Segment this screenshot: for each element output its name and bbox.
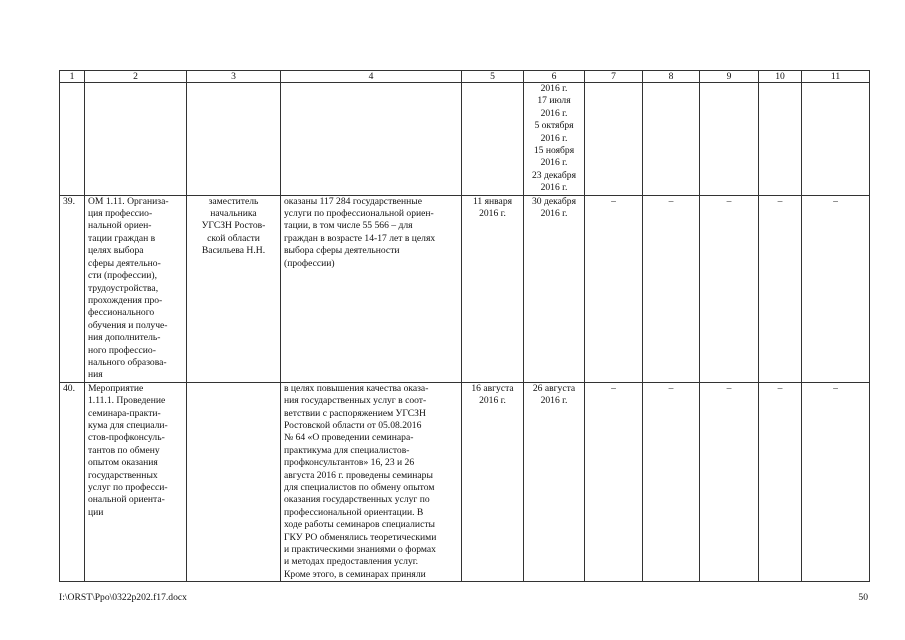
cell-col4	[281, 382, 462, 582]
text-line: и методах предоставления услуг.	[284, 556, 419, 568]
text-line: УГСЗН Ростов-	[201, 220, 266, 232]
text-line: Кроме этого, в семинарах приняли	[284, 568, 426, 580]
text-line: услуг по професси-	[88, 482, 168, 493]
text-line: ветствии с распоряжением УГСЗН	[284, 407, 426, 419]
cell-col3	[187, 195, 281, 382]
text-line: (профессии)	[284, 257, 335, 269]
text-line: 17 июля	[537, 95, 571, 107]
header-row	[60, 71, 870, 83]
text-line: 1.11.1. Проведение	[88, 395, 166, 407]
text-line: нальной ориен-	[88, 220, 152, 232]
text-line: оказания государственных услуг по	[284, 494, 430, 506]
text-line: ции	[88, 506, 104, 518]
text-line: фессионального	[88, 307, 155, 319]
footer-page-number: 50	[858, 592, 868, 603]
text-line: граждан в возрасте 14-17 лет в целях	[284, 232, 436, 244]
text-line: опытом оказания	[88, 457, 158, 469]
cell-col11: –	[802, 382, 870, 582]
text-line: практикума для специалистов-	[284, 444, 410, 456]
cell-col8: –	[643, 195, 700, 382]
cell-col9	[700, 83, 759, 196]
text-line: государственных	[88, 469, 158, 481]
cell-col4	[281, 83, 462, 196]
text-line: ской области	[207, 232, 260, 244]
text-line: начальника	[210, 208, 257, 220]
header-cell: 9	[700, 71, 759, 83]
text-line: Васильева Н.Н.	[201, 245, 266, 257]
cell-col2	[85, 382, 187, 582]
text-line: тантов по обмену	[88, 444, 160, 456]
cell-col7: –	[585, 382, 643, 582]
text-line: 2016 г.	[479, 208, 506, 220]
text-line: 2016 г.	[540, 157, 568, 169]
cell-num	[60, 83, 85, 196]
text-line: 2016 г.	[479, 395, 506, 407]
text-line: стов-профконсуль-	[88, 432, 165, 444]
text-line: 2016 г.	[540, 182, 568, 194]
cell-col6	[524, 382, 585, 582]
text-line: 15 ноября	[533, 145, 575, 157]
text-line: ния	[88, 369, 103, 381]
table-row-continuation	[60, 83, 870, 196]
text-line: ГКУ РО обменялись теоретическими	[284, 531, 437, 543]
header-cell: 1	[60, 71, 85, 83]
cell-col8	[643, 83, 700, 196]
text-line: ния дополнитель-	[88, 332, 161, 344]
text-line: сти (профессии),	[88, 270, 157, 282]
cell-col4	[281, 195, 462, 382]
text-line: № 64 «О проведении семинара-	[284, 432, 414, 444]
header-cell: 3	[187, 71, 281, 83]
text-line: ция профессио-	[88, 208, 153, 220]
text-line: выбора сферы деятельности	[284, 245, 400, 257]
text-line: Мероприятие	[88, 382, 144, 394]
text-line: сферы деятельно-	[88, 257, 161, 269]
header-cell: 2	[85, 71, 187, 83]
text-line: 2016 г.	[540, 208, 568, 220]
cell-col6	[524, 83, 585, 196]
text-line: 26 августа	[532, 382, 576, 394]
header-cell: 11	[802, 71, 870, 83]
table-row-39	[60, 195, 870, 382]
header-cell: 7	[585, 71, 643, 83]
cell-col11: –	[802, 195, 870, 382]
text-line: семинара-практи-	[88, 407, 161, 419]
cell-col3	[187, 382, 281, 582]
text-line: 5 октября	[534, 120, 574, 132]
cell-col3	[187, 83, 281, 196]
cell-num: 40.	[60, 382, 85, 582]
text-line: 30 декабря	[532, 195, 576, 207]
cell-col7	[585, 83, 643, 196]
footer-file-path: I:\ORST\Ppo\0322p202.f17.docx	[59, 592, 187, 603]
header-cell: 10	[759, 71, 802, 83]
text-line: заместитель	[208, 195, 259, 207]
header-cell: 4	[281, 71, 462, 83]
text-line: услуги по профессиональной ориен-	[284, 208, 434, 220]
cell-col5	[462, 382, 524, 582]
text-line: Ростовской области от 05.08.2016	[284, 419, 422, 431]
cell-num: 39.	[60, 195, 85, 382]
header-cell: 8	[643, 71, 700, 83]
text-line: тации, в том числе 55 566 – для	[284, 220, 413, 232]
text-line: и практическими знаниями о формах	[284, 544, 436, 556]
text-line: ния государственных услуг в соот-	[284, 395, 427, 407]
text-line: трудоустройства,	[88, 282, 159, 294]
text-line: обучения и получе-	[88, 319, 168, 331]
text-line: оказаны 117 284 государственные	[284, 195, 422, 207]
cell-col10	[759, 83, 802, 196]
text-line: 2016 г.	[540, 395, 568, 407]
text-line: ходе работы семинаров специалисты	[284, 519, 435, 531]
text-line: кума для специали-	[88, 419, 168, 431]
cell-col10: –	[759, 195, 802, 382]
text-line: прохождения про-	[88, 294, 163, 306]
text-line: 2016 г.	[540, 107, 568, 119]
text-line: нального образова-	[88, 356, 167, 368]
header-cell: 6	[524, 71, 585, 83]
cell-col5	[462, 83, 524, 196]
text-line: ОМ 1.11. Организа-	[88, 195, 169, 207]
cell-col6	[524, 195, 585, 382]
table-row-40	[60, 382, 870, 582]
text-line: тации граждан в	[88, 232, 156, 244]
cell-col5	[462, 195, 524, 382]
text-line: профессиональной ориентации. В	[284, 506, 424, 518]
text-line: в целях повышения качества оказа-	[284, 382, 429, 394]
text-line: для специалистов по обмену опытом	[284, 482, 435, 493]
text-line: августа 2016 г. проведены семинары	[284, 469, 433, 481]
cell-col2	[85, 195, 187, 382]
cell-col9: –	[700, 382, 759, 582]
cell-col9: –	[700, 195, 759, 382]
cell-col2	[85, 83, 187, 196]
text-line: целях выбора	[88, 245, 144, 257]
text-line: 11 января	[472, 195, 513, 207]
text-line: 16 августа	[471, 382, 514, 394]
cell-col8: –	[643, 382, 700, 582]
text-line: 2016 г.	[540, 132, 568, 144]
cell-col10: –	[759, 382, 802, 582]
text-line: 2016 г.	[540, 83, 568, 94]
cell-col11	[802, 83, 870, 196]
report-table	[59, 70, 870, 582]
text-line: ональной ориента-	[88, 494, 165, 506]
text-line: профконсультантов» 16, 23 и 26	[284, 457, 415, 469]
cell-col7: –	[585, 195, 643, 382]
header-cell: 5	[462, 71, 524, 83]
text-line: ного профессио-	[88, 344, 156, 356]
text-line: 23 декабря	[532, 169, 576, 181]
